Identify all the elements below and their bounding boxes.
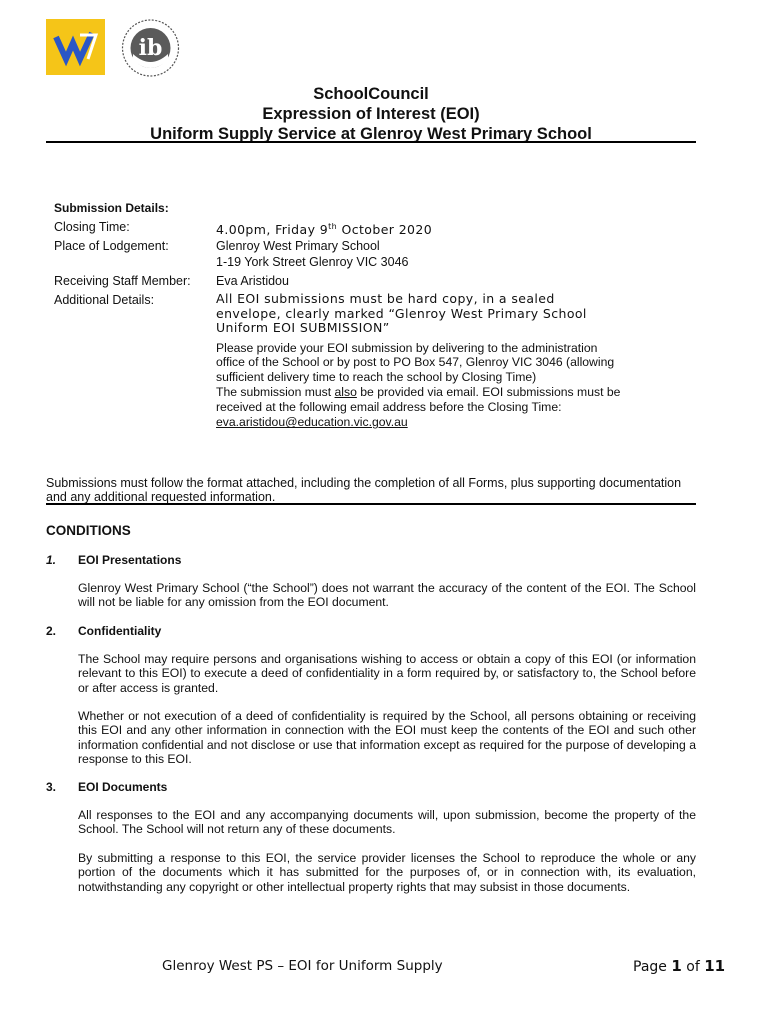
section-1-number: 1. xyxy=(46,553,57,567)
p3-underlined-word: also xyxy=(334,385,357,400)
ib-logo-text: ib xyxy=(138,35,163,61)
conditions-heading: CONDITIONS xyxy=(46,523,131,538)
closing-time-value xyxy=(216,219,656,238)
ib-world-school-logo-icon xyxy=(119,18,182,78)
footer-page-current: 1 xyxy=(671,957,682,975)
additional-details-p2: Please provide your EOI submission by delivering to the administration office of the School or by post to PO Box 547, Glenroy VIC 3046 (allowing sufficient delivery time to reach the school by Closing Time) xyxy=(216,340,615,384)
closing-time-month: October 2020 xyxy=(337,222,433,238)
p3-text-end: be provided via email. EOI submissions must be received at the following email address before the Closing Time: xyxy=(216,385,621,414)
ib-logo xyxy=(119,18,182,78)
staff-member-value: Eva Aristidou xyxy=(216,274,289,288)
document-title xyxy=(46,84,696,144)
title-line-2: Expression of Interest (EOI) xyxy=(262,105,480,123)
closing-time-ordinal: th xyxy=(328,222,338,231)
additional-details-label: Additional Details: xyxy=(54,293,155,307)
format-note: Submissions must follow the format attached, including the completion of all Forms, plus supporting documentation and any additional requested information. xyxy=(46,476,682,504)
lodgement-value xyxy=(216,239,656,270)
glenroy-west-logo-icon xyxy=(46,19,105,75)
title-line-3: Uniform Supply Service at Glenroy West Primary School xyxy=(150,125,592,143)
staff-member-label: Receiving Staff Member: xyxy=(54,274,191,288)
closing-time-label: Closing Time: xyxy=(54,220,130,234)
section-2-paragraph-1: The School may require persons and organisations wishing to access or obtain a copy of this EOI (or information relevant to this EOI) to execute a deed of confidentiality in a form required by, or satisfactory to, the School before or after access is granted. xyxy=(78,652,696,695)
section-3-number: 3. xyxy=(46,780,57,794)
title-divider xyxy=(46,141,696,143)
section-3-title: EOI Documents xyxy=(78,780,168,794)
section-2-number: 2. xyxy=(46,624,57,638)
additional-details-value xyxy=(216,292,621,431)
p3-text-start: The submission must xyxy=(216,385,335,400)
footer-page-word: Page xyxy=(633,959,667,975)
lodgement-line-1: Glenroy West Primary School xyxy=(216,239,380,253)
lodgement-label: Place of Lodgement: xyxy=(54,239,169,253)
section-2-title: Confidentiality xyxy=(78,624,162,638)
section-3-paragraph-1: All responses to the EOI and any accompanying documents will, upon submission, become the property of the School. The School will not return any of these documents. xyxy=(78,808,696,837)
submission-email-link[interactable]: eva.aristidou@education.vic.gov.au xyxy=(216,415,408,430)
title-line-1: SchoolCouncil xyxy=(313,85,429,103)
closing-time-date: 4.00pm, Friday 9 xyxy=(216,222,329,238)
section-2-paragraph-2: Whether or not execution of a deed of confidentiality is required by the School, all persons obtaining or receiving this EOI and any other information in connection with the EOI must keep the contents of the EOI and such other information confidential and not disclose or use that information except as required for the purpose of developing a response to this EOI. xyxy=(78,709,696,766)
footer-page-total: 11 xyxy=(704,957,726,975)
section-1-title: EOI Presentations xyxy=(78,553,182,567)
additional-details-p1: All EOI submissions must be hard copy, in a sealed envelope, clearly marked “Glenroy West Primary School Uniform EOI SUBMISSION” xyxy=(216,291,587,335)
lodgement-line-2: 1-19 York Street Glenroy VIC 3046 xyxy=(216,254,409,269)
format-note-divider xyxy=(46,503,696,505)
additional-details-p3 xyxy=(216,385,621,414)
school-logo xyxy=(46,19,105,75)
footer-document-title: Glenroy West PS – EOI for Uniform Supply xyxy=(162,958,443,974)
section-1-paragraph-1: Glenroy West Primary School (“the School”) does not warrant the accuracy of the content of the EOI. The School will not be liable for any omission from the EOI document. xyxy=(78,581,696,610)
section-3-paragraph-2: By submitting a response to this EOI, the service provider licenses the School to reproduce the whole or any portion of the documents which it has submitted for the purposes of, or in connection with, its evaluation, notwithstanding any copyright or other intellectual property rights that may subsist in those documents. xyxy=(78,851,696,894)
footer-page-of: of xyxy=(686,959,700,975)
submission-details-heading: Submission Details: xyxy=(54,201,169,215)
footer-page-number xyxy=(633,957,725,975)
